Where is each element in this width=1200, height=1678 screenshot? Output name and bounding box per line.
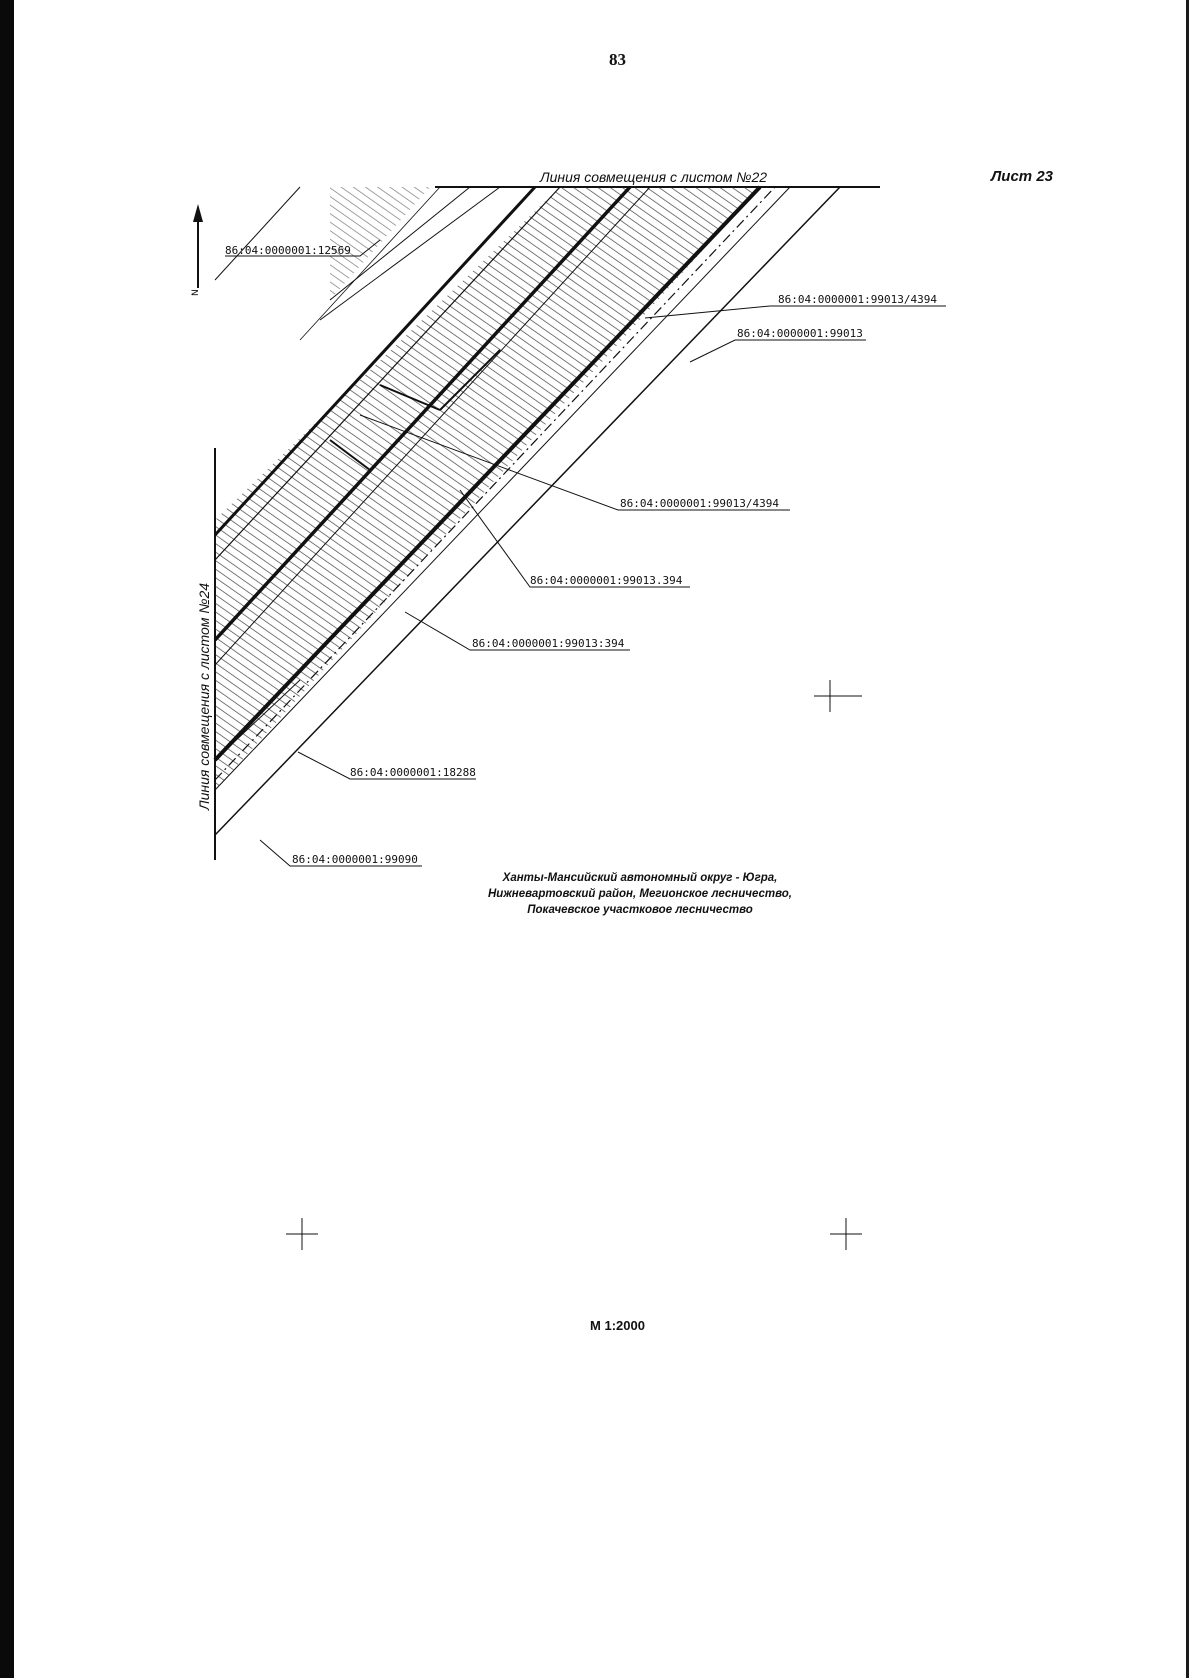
north-arrow-icon [191, 204, 203, 296]
location-caption [410, 870, 870, 918]
location-line: Покачевское участковое лесничество [527, 904, 753, 916]
location-line: Нижневартовский район, Мегионское лесничество, [488, 888, 792, 900]
match-line-left-label: Линия совмещения с листом №24 [196, 582, 212, 810]
hatched-forest-area [215, 187, 760, 790]
location-line: Ханты-Мансийский автономный округ - Югра, [502, 872, 778, 884]
parcel-label: 86:04:0000001:99013:394 [472, 637, 625, 650]
parcel-label: 86:04:0000001:99013/4394 [620, 497, 779, 510]
parcel-label: 86:04:0000001:18288 [350, 766, 476, 779]
parcel-label: 86:04:0000001:99090 [292, 853, 418, 866]
svg-text:N: N [191, 289, 201, 296]
parcel-label: 86:04:0000001:99013.394 [530, 574, 683, 587]
map-scale: М 1:2000 [590, 1318, 645, 1333]
parcel-label: 86:04:0000001:12569 [225, 244, 351, 257]
page-number: 83 [609, 50, 626, 69]
match-line-top-label: Линия совмещения с листом №22 [540, 169, 768, 185]
parcel-label: 86:04:0000001:99013/4394 [778, 293, 937, 306]
parcel-label: 86:04:0000001:99013 [737, 327, 863, 340]
sheet-label: Лист 23 [991, 168, 1053, 185]
